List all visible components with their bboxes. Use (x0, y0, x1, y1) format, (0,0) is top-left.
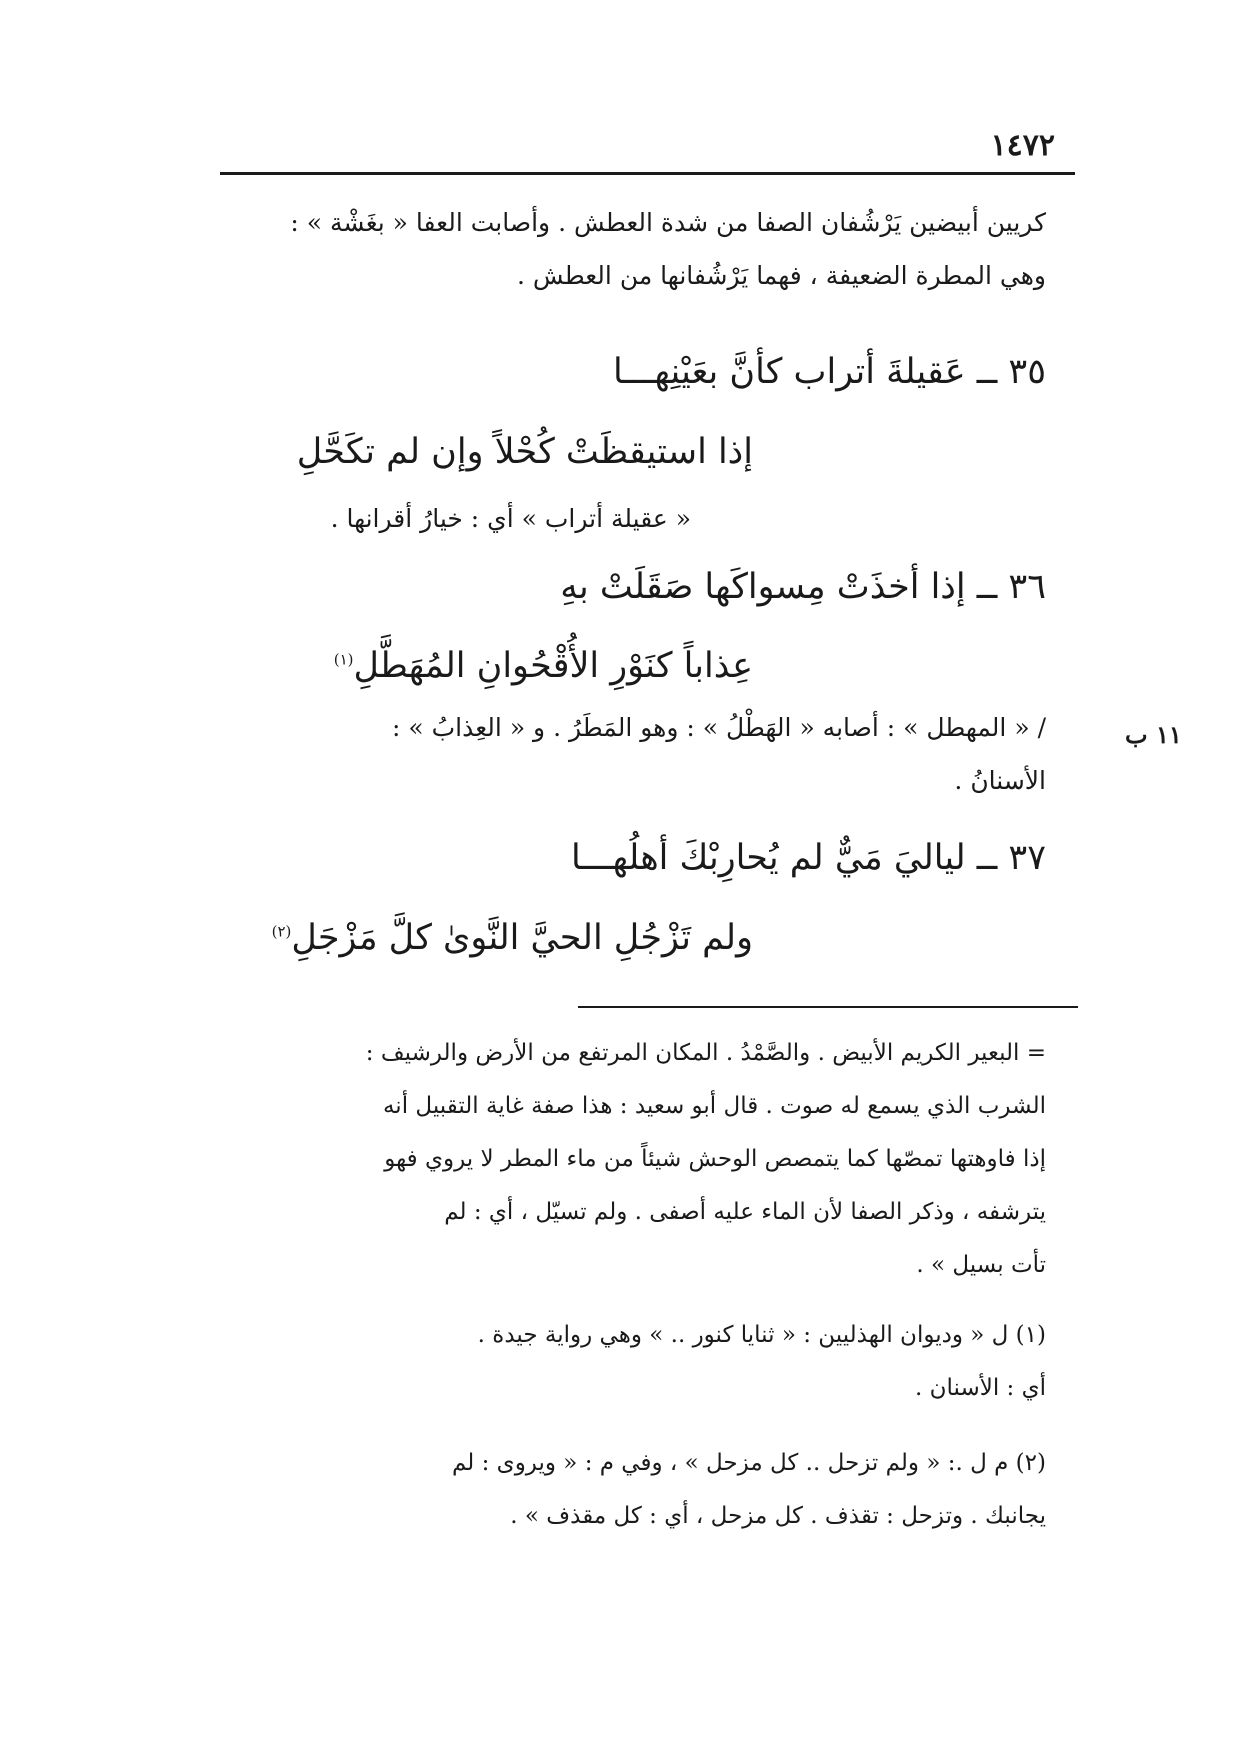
verse-37-second-half (272, 918, 753, 958)
footnote-continuation-line: تأت بسيل » . (916, 1252, 1046, 1278)
verse-36-commentary: الأسنانُ . (954, 766, 1046, 795)
commentary-line: وهي المطرة الضعيفة ، فهما يَرْشُفانها من العطش . (516, 261, 1046, 290)
verse-36-first-half: ٣٦ ــ إذا أخذَتْ مِسواكَها صَقَلَتْ بهِ (560, 567, 1046, 607)
footnote-continuation-line: = البعير الكريم الأبيض . والصَّمْدُ . المكان المرتفع من الأرض والرشيف : (365, 1040, 1046, 1066)
verse-35-first-half: ٣٥ ــ عَقيلةَ أتراب كأنَّ بعَيْنِهـــا (612, 352, 1046, 392)
page-number: ١٤٧٢ (990, 128, 1055, 163)
footnote-marker-2: (٢) (271, 922, 292, 941)
verse-36-commentary: / « المهطل » : أصابه « الهَطْلُ » : وهو المَطَرُ . و « العِذابُ » : (392, 713, 1046, 742)
footnote-1: (١) ل « وديوان الهذليين : « ثنايا كنور .. » وهي رواية جيدة . (477, 1322, 1046, 1348)
verse-37-second-half-text: ولم تَزْجُلِ الحيَّ النَّوىٰ كلَّ مَزْجَلِ (291, 918, 753, 958)
verse-35-commentary: « عقيلة أتراب » أي : خيارُ أقرانها . (330, 504, 691, 533)
footnote-continuation-line: إذا فاوهتها تمصّها كما يتمصص الوحش شيئاً من ماء المطر لا يروي فهو (384, 1146, 1046, 1172)
margin-folio-label: ١١ ب (1125, 720, 1182, 749)
verse-37-first-half: ٣٧ ــ لياليَ مَيٌّ لم يُحارِبْكَ أهلُهـــا (571, 838, 1046, 878)
footnote-continuation-line: يترشفه ، وذكر الصفا لأن الماء عليه أصفى . ولم تسيّل ، أي : لم (444, 1199, 1046, 1225)
footnote-2: (٢) م ل .: « ولم تزحل .. كل مزحل » ، وفي م : « ويروى : لم (452, 1450, 1046, 1476)
commentary-line: كريين أبيضين يَرْشُفان الصفا من شدة العطش . وأصابت العفا « بغَشْة » : (290, 208, 1046, 237)
verse-35-second-half: إذا استيقظَتْ كُحْلاً وإن لم تكَحَّلِ (296, 432, 753, 472)
verse-36-second-half (334, 646, 753, 686)
footnote-1: أي : الأسنان . (914, 1375, 1046, 1401)
verse-36-second-half-text: عِذاباً كنَوْرِ الأُقْحُوانِ المُهَطَّلِ (353, 646, 753, 686)
footnote-rule (578, 1006, 1078, 1008)
footnote-continuation-line: الشرب الذي يسمع له صوت . قال أبو سعيد : هذا صفة غاية التقبيل أنه (382, 1093, 1046, 1119)
header-rule (220, 172, 1075, 175)
footnote-2: يجانبك . وتزحل : تقذف . كل مزحل ، أي : كل مقذف » . (510, 1503, 1046, 1529)
footnote-marker-1: (١) (333, 650, 354, 669)
